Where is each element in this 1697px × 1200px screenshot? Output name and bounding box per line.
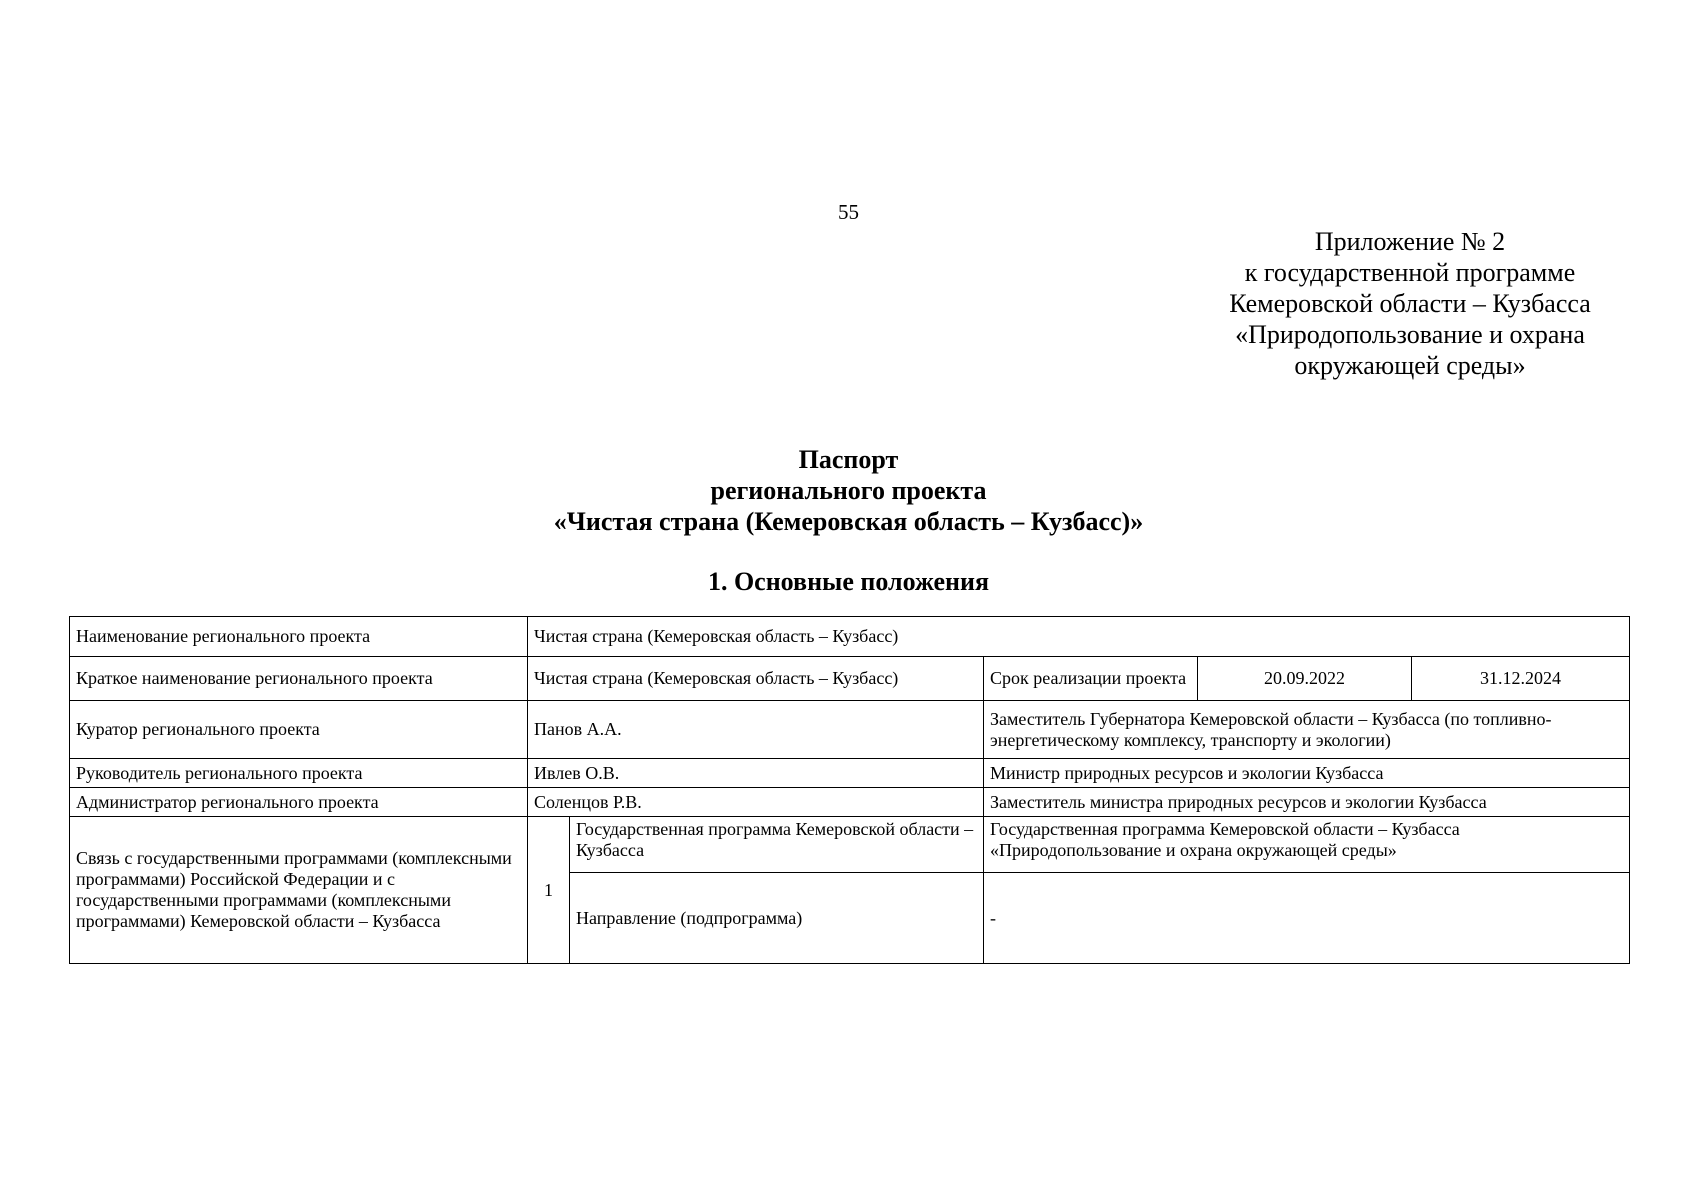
head-position: Министр природных ресурсов и экологии Кузбасса xyxy=(984,759,1630,788)
short-name-value: Чистая страна (Кемеровская область – Кузбасс) xyxy=(528,657,984,701)
link-number: 1 xyxy=(528,817,570,964)
curator-name: Панов А.А. xyxy=(528,701,984,759)
row-label: Администратор регионального проекта xyxy=(70,788,528,817)
title-line: Паспорт xyxy=(798,445,899,474)
direction-label: Направление (подпрограмма) xyxy=(570,873,984,964)
table-row xyxy=(70,817,1630,873)
program-value: Государственная программа Кемеровской области – Кузбасса «Природопользование и охрана окружающей среды» xyxy=(984,817,1630,873)
appendix-line: «Природопользование и охрана xyxy=(1235,320,1585,349)
table-row xyxy=(70,788,1630,817)
section-heading: 1. Основные положения xyxy=(707,567,990,596)
appendix-line: окружающей среды» xyxy=(1294,351,1526,380)
page-number: 55 xyxy=(838,200,859,224)
row-label: Куратор регионального проекта xyxy=(70,701,528,759)
title-line: «Чистая страна (Кемеровская область – Кузбасс)» xyxy=(553,507,1144,536)
table-row xyxy=(70,657,1630,701)
appendix-line: к государственной программе xyxy=(1244,258,1576,287)
table-row xyxy=(70,759,1630,788)
row-label: Наименование регионального проекта xyxy=(70,617,528,657)
appendix-line: Приложение № 2 xyxy=(1314,227,1506,256)
table-row xyxy=(70,617,1630,657)
curator-position: Заместитель Губернатора Кемеровской области – Кузбасса (по топливно-энергетическому комплексу, транспорту и экологии) xyxy=(984,701,1630,759)
appendix-note xyxy=(1180,226,1640,381)
row-label: Руководитель регионального проекта xyxy=(70,759,528,788)
admin-position: Заместитель министра природных ресурсов и экологии Кузбасса xyxy=(984,788,1630,817)
program-label: Государственная программа Кемеровской области – Кузбасса xyxy=(570,817,984,873)
project-name-value: Чистая страна (Кемеровская область – Кузбасс) xyxy=(528,617,1630,657)
admin-name: Соленцов Р.В. xyxy=(528,788,984,817)
row-label: Связь с государственными программами (комплексными программами) Российской Федерации и с государственными программами (комплексными программами) Кемеровской области – Кузбасса xyxy=(70,817,528,964)
head-name: Ивлев О.В. xyxy=(528,759,984,788)
appendix-line: Кемеровской области – Кузбасса xyxy=(1229,289,1591,318)
title-line: регионального проекта xyxy=(710,476,987,505)
row-label: Краткое наименование регионального проекта xyxy=(70,657,528,701)
document-title xyxy=(0,444,1697,537)
table-row xyxy=(70,701,1630,759)
term-label: Срок реализации проекта xyxy=(984,657,1198,701)
end-date: 31.12.2024 xyxy=(1412,657,1630,701)
passport-table xyxy=(69,616,1630,964)
direction-value: - xyxy=(984,873,1630,964)
start-date: 20.09.2022 xyxy=(1198,657,1412,701)
